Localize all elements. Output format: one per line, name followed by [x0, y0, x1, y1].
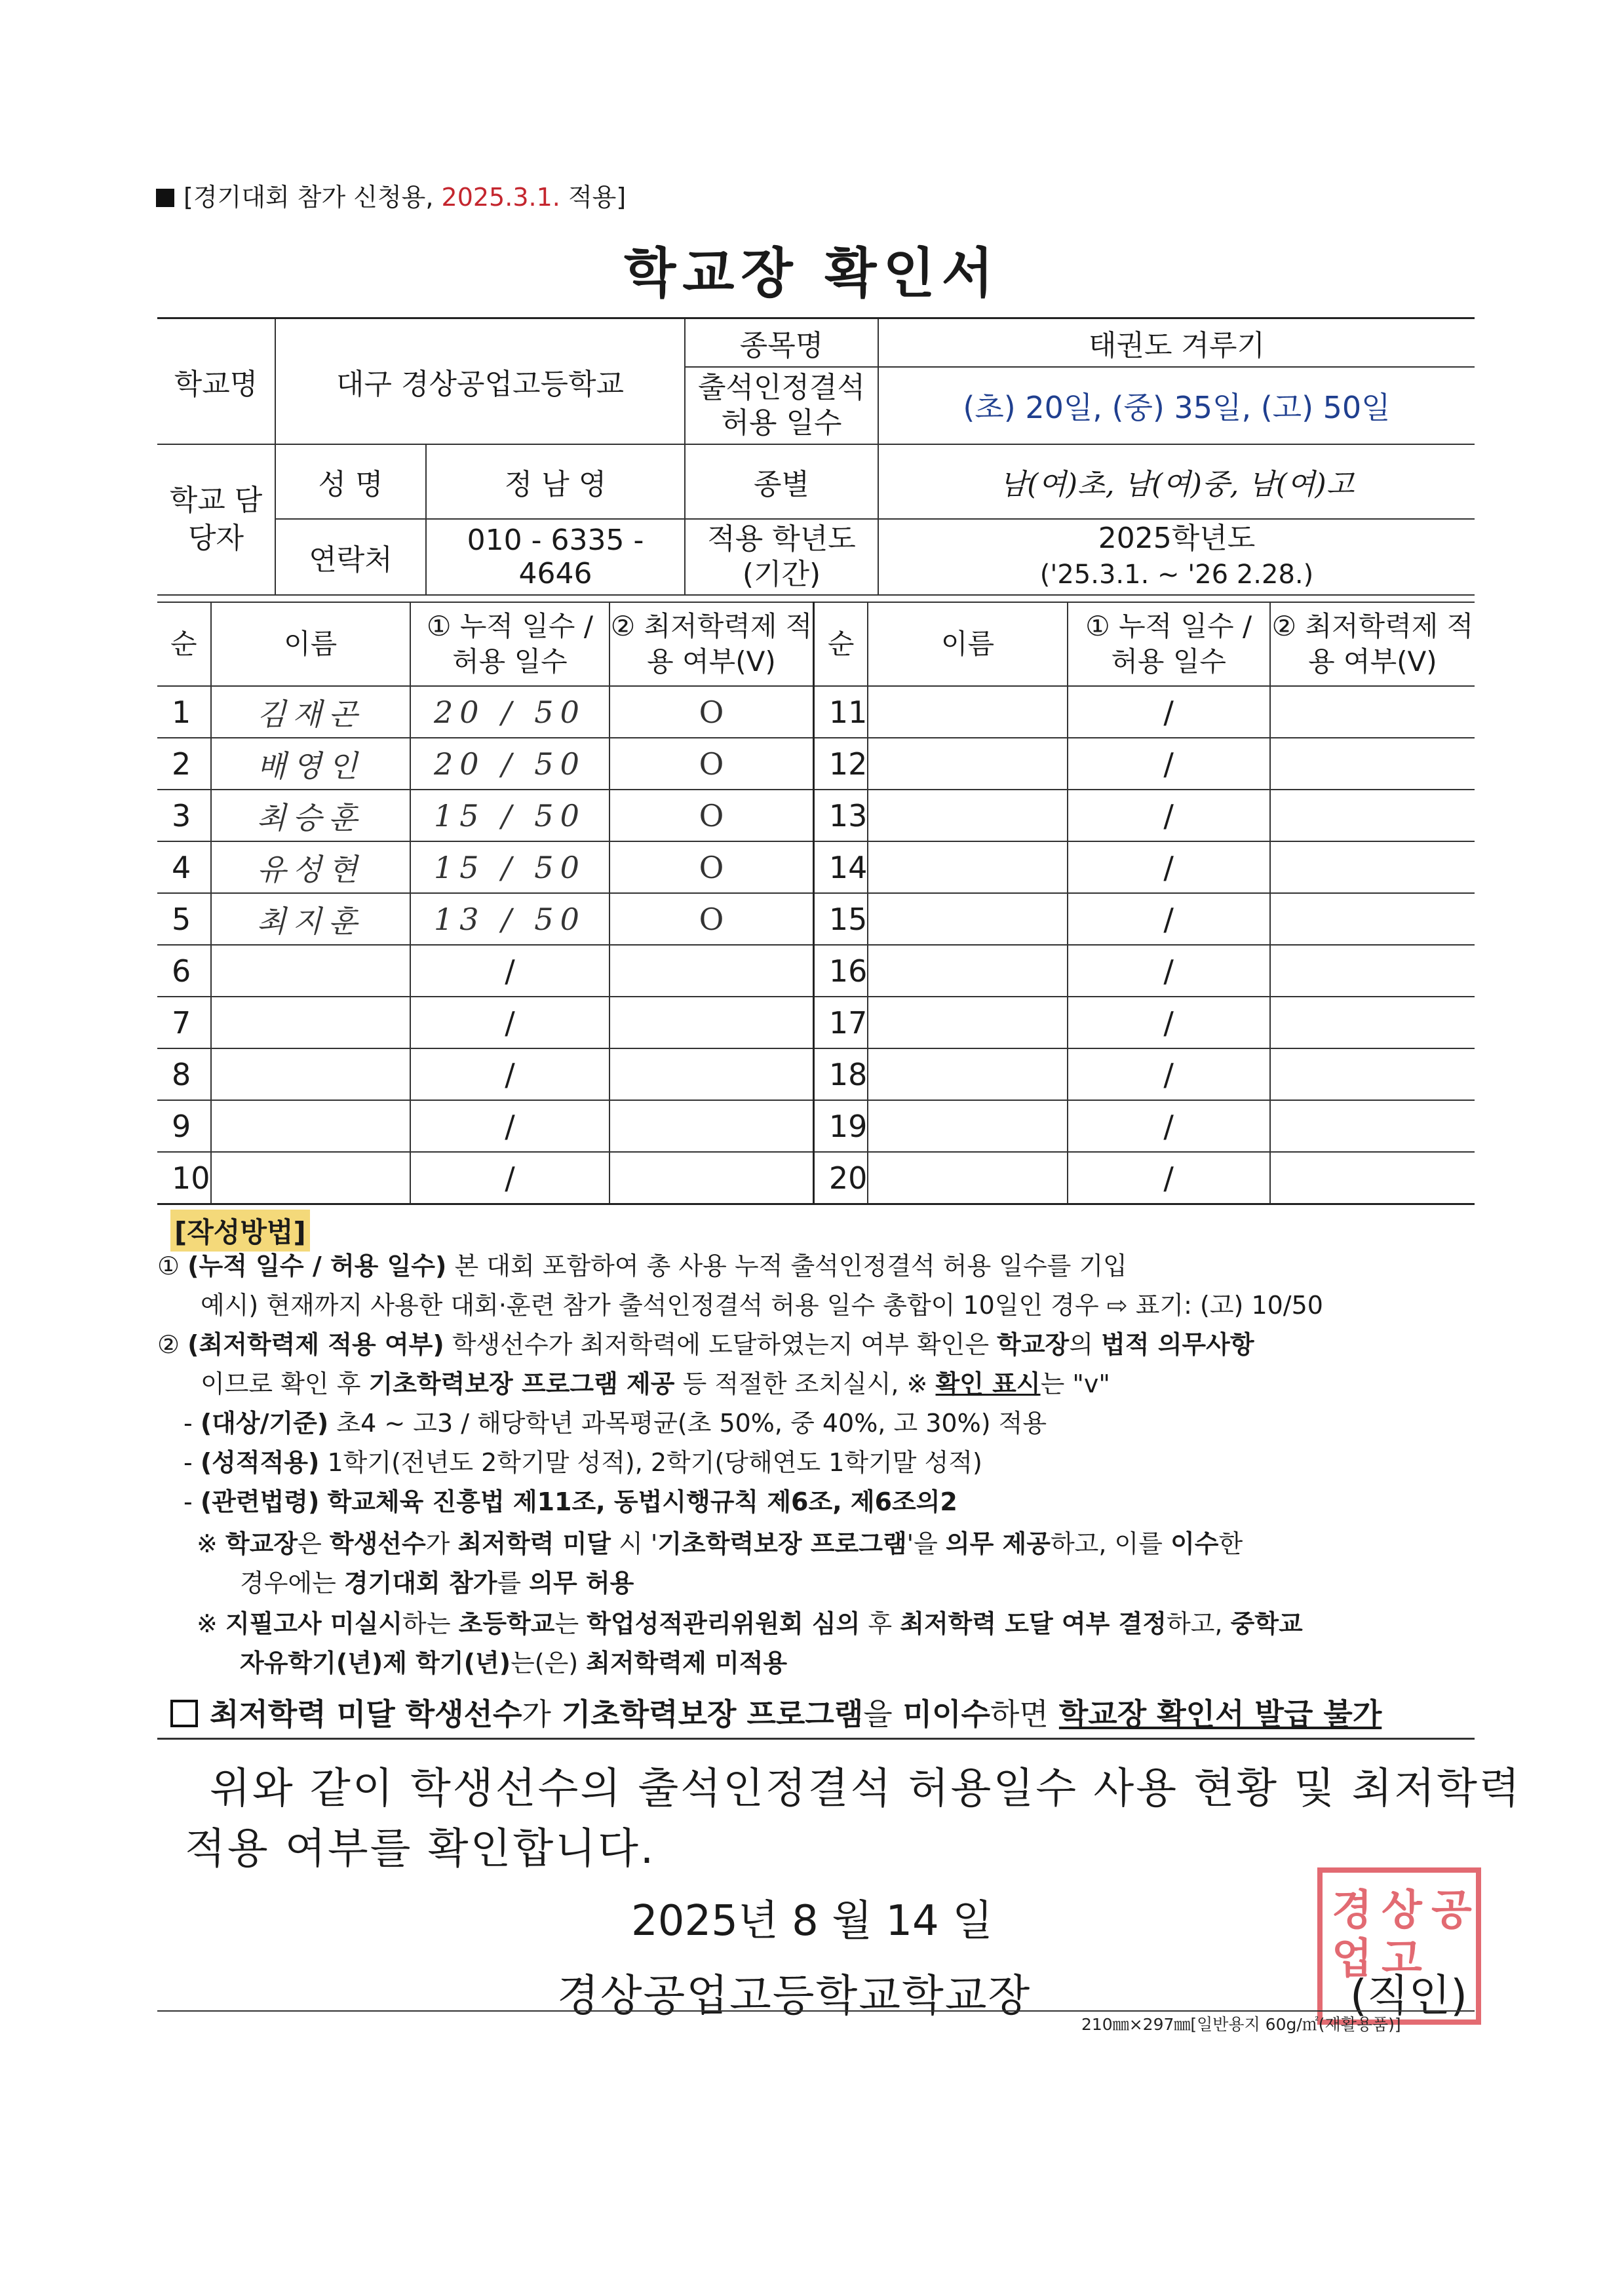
roster-no: 13: [813, 790, 868, 841]
instruction-note-2-cont: 자유학기(년)제 학기(년)는(은) 최저학력제 미적용: [240, 1649, 788, 1677]
roster-no: 9: [157, 1100, 211, 1152]
roster-name: [211, 1100, 410, 1152]
roster-no: 14: [813, 841, 868, 893]
roster-no: 1: [157, 686, 211, 738]
year-label: 적용 학년도 (기간): [685, 519, 878, 595]
table-row: [157, 738, 1475, 790]
contact-value: 010 - 6335 - 4646: [426, 519, 685, 595]
roster-no: 11: [813, 686, 868, 738]
roster-no: 16: [813, 945, 868, 997]
roster-no: 6: [157, 945, 211, 997]
manager-label: 학교 담당자: [157, 444, 275, 595]
roster-no: 17: [813, 997, 868, 1048]
table-row: [157, 1048, 1475, 1100]
roster-days: /: [1068, 893, 1270, 945]
roster-no: 7: [157, 997, 211, 1048]
roster-name: [211, 945, 410, 997]
roster-days: /: [1068, 1048, 1270, 1100]
paper-spec: 210㎜×297㎜[일반용지 60g/㎡(재활용품)]: [1081, 2015, 1401, 2034]
form-usage-note: [경기대회 참가 신청용, 2025.3.1. 적용]: [156, 177, 626, 213]
roster-name: [868, 1152, 1067, 1204]
table-row: [157, 1152, 1475, 1204]
absence-label: 출석인정결석 허용 일수: [685, 367, 878, 444]
roster-days: 15 / 50: [410, 790, 609, 841]
roster-name: 김재곤: [211, 686, 410, 738]
roster-no: 2: [157, 738, 211, 790]
category-value: 남(여)초, 남(여)중, 남(여)고: [878, 444, 1475, 519]
header-academic: ② 최저학력제 적용 여부(V): [1270, 602, 1475, 686]
school-label: 학교명: [157, 318, 275, 444]
roster-days: /: [410, 1152, 609, 1204]
roster-mark: O: [609, 841, 813, 893]
confirmation-line-2: 적용 여부를 확인합니다.: [185, 1825, 656, 1873]
instructions-heading: [작성방법]: [170, 1210, 310, 1252]
roster-mark: O: [609, 790, 813, 841]
instruction-note-1-cont: 경우에는 경기대회 참가를 의무 허용: [240, 1569, 634, 1598]
category-label: 종별: [685, 444, 878, 519]
roster-mark: O: [609, 893, 813, 945]
roster-days: /: [410, 945, 609, 997]
seal-label: (직인): [1350, 1970, 1468, 2021]
roster-name: [868, 1100, 1067, 1152]
roster-days: /: [410, 1100, 609, 1152]
table-row: [157, 841, 1475, 893]
event-label: 종목명: [685, 318, 878, 367]
issue-date: 2025년 8 월 14 일: [631, 1897, 993, 1945]
official-seal: 경 상 공 업 고: [1317, 1867, 1481, 2025]
table-row: [157, 1100, 1475, 1152]
roster-mark: [1270, 738, 1475, 790]
roster-name: [211, 997, 410, 1048]
roster-name: [868, 841, 1067, 893]
roster-mark: [1270, 1152, 1475, 1204]
roster-mark: [1270, 1100, 1475, 1152]
roster-days: 20 / 50: [410, 738, 609, 790]
roster-no: 12: [813, 738, 868, 790]
roster-days: /: [1068, 1100, 1270, 1152]
roster-mark: [1270, 841, 1475, 893]
roster-mark: [609, 1100, 813, 1152]
roster-mark: [1270, 997, 1475, 1048]
roster-no: 20: [813, 1152, 868, 1204]
manager-name: 정 남 영: [426, 444, 685, 519]
year-value: 2025학년도 ('25.3.1. ~ '26 2.28.): [878, 519, 1475, 595]
roster-no: 4: [157, 841, 211, 893]
principal-title: 경상공업고등학교학교장: [557, 1970, 1032, 2021]
roster-no: 5: [157, 893, 211, 945]
roster-mark: [1270, 790, 1475, 841]
roster-no: 10: [157, 1152, 211, 1204]
roster-mark: [1270, 1048, 1475, 1100]
roster-days: /: [1068, 841, 1270, 893]
arrow-box-icon: [170, 1700, 198, 1727]
header-days: ① 누적 일수 / 허용 일수: [410, 602, 609, 686]
roster-days: /: [410, 1048, 609, 1100]
roster-mark: [609, 945, 813, 997]
roster-days: /: [1068, 997, 1270, 1048]
header-name: 이름: [211, 602, 410, 686]
roster-mark: [609, 997, 813, 1048]
roster-days: /: [410, 997, 609, 1048]
school-name: 대구 경상공업고등학교: [275, 318, 685, 444]
table-row: [157, 997, 1475, 1048]
instruction-note-1: ※ 학교장은 학생선수가 최저학력 미달 시 '기초학력보장 프로그램'을 의무 제공하고, 이를 이수한: [197, 1529, 1243, 1558]
roster-name: [868, 790, 1067, 841]
roster-table: [157, 602, 1475, 1205]
roster-no: 15: [813, 893, 868, 945]
roster-no: 8: [157, 1048, 211, 1100]
roster-mark: [1270, 945, 1475, 997]
table-row: [157, 945, 1475, 997]
roster-days: /: [1068, 790, 1270, 841]
roster-days: 13 / 50: [410, 893, 609, 945]
instruction-1-example: 예시) 현재까지 사용한 대회·훈련 참가 출석인정결석 허용 일수 총합이 10일인 경우 ⇨ 표기: (고) 10/50: [201, 1291, 1323, 1320]
header-no: 순: [813, 602, 868, 686]
roster-name: [868, 686, 1067, 738]
roster-name: [868, 945, 1067, 997]
instruction-note-2: ※ 지필고사 미실시하는 초등학교는 학업성적관리위원회 심의 후 최저학력 도달 여부 결정하고, 중학교: [197, 1609, 1303, 1638]
instruction-grades: - (성적적용) 1학기(전년도 2학기말 성적), 2학기(당해연도 1학기말 성적): [184, 1448, 982, 1477]
roster-name: 최승훈: [211, 790, 410, 841]
confirmation-line-1: 위와 같이 학생선수의 출석인정결석 허용일수 사용 현황 및 최저학력: [210, 1765, 1522, 1813]
roster-name: [868, 1048, 1067, 1100]
event-name: 태권도 겨루기: [878, 318, 1475, 367]
roster-name: [211, 1048, 410, 1100]
roster-mark: [1270, 893, 1475, 945]
square-bullet-icon: [156, 189, 174, 207]
info-table: [157, 317, 1475, 596]
table-row: [157, 686, 1475, 738]
table-row: [157, 790, 1475, 841]
roster-mark: [1270, 686, 1475, 738]
roster-days: /: [1068, 686, 1270, 738]
roster-name: [868, 997, 1067, 1048]
roster-mark: O: [609, 686, 813, 738]
instruction-2-cont: 이므로 확인 후 기초학력보장 프로그램 제공 등 적절한 조치실시, ※ 확인 표시는 "v": [201, 1369, 1110, 1398]
roster-days: /: [1068, 945, 1270, 997]
roster-mark: [609, 1152, 813, 1204]
roster-mark: O: [609, 738, 813, 790]
roster-no: 18: [813, 1048, 868, 1100]
roster-no: 19: [813, 1100, 868, 1152]
header-academic: ② 최저학력제 적용 여부(V): [609, 602, 813, 686]
roster-name: 최지훈: [211, 893, 410, 945]
roster-days: 15 / 50: [410, 841, 609, 893]
header-name: 이름: [868, 602, 1067, 686]
roster-name: [868, 738, 1067, 790]
roster-name: 유성현: [211, 841, 410, 893]
instruction-target: - (대상/기준) 초4 ~ 고3 / 해당학년 과목평균(초 50%, 중 40%, 고 30%) 적용: [184, 1409, 1047, 1438]
roster-mark: [609, 1048, 813, 1100]
absence-days: (초) 20일, (중) 35일, (고) 50일: [878, 367, 1475, 444]
table-row: [157, 893, 1475, 945]
roster-days: 20 / 50: [410, 686, 609, 738]
roster-name: [868, 893, 1067, 945]
instruction-1: ① (누적 일수 / 허용 일수) 본 대회 포함하여 총 사용 누적 출석인정결석 허용 일수를 기입: [157, 1252, 1127, 1280]
roster-no: 3: [157, 790, 211, 841]
roster-name: 배영인: [211, 738, 410, 790]
roster-days: /: [1068, 738, 1270, 790]
header-days: ① 누적 일수 / 허용 일수: [1068, 602, 1270, 686]
contact-label: 연락처: [275, 519, 426, 595]
header-no: 순: [157, 602, 211, 686]
effective-date: 2025.3.1.: [441, 183, 560, 212]
instruction-law: - (관련법령) 학교체육 진흥법 제11조, 동법시행규칙 제6조, 제6조의2: [184, 1487, 957, 1516]
document-title: 학교장 확인서: [624, 242, 1000, 305]
final-warning: 최저학력 미달 학생선수가 기초학력보장 프로그램을 미이수하면 학교장 확인서 발급 불가: [170, 1691, 1382, 1734]
divider: [157, 1738, 1475, 1740]
manager-name-label: 성 명: [275, 444, 426, 519]
roster-name: [211, 1152, 410, 1204]
instruction-2: ② (최저학력제 적용 여부) 학생선수가 최저학력에 도달하였는지 여부 확인은 학교장의 법적 의무사항: [157, 1330, 1254, 1359]
roster-days: /: [1068, 1152, 1270, 1204]
